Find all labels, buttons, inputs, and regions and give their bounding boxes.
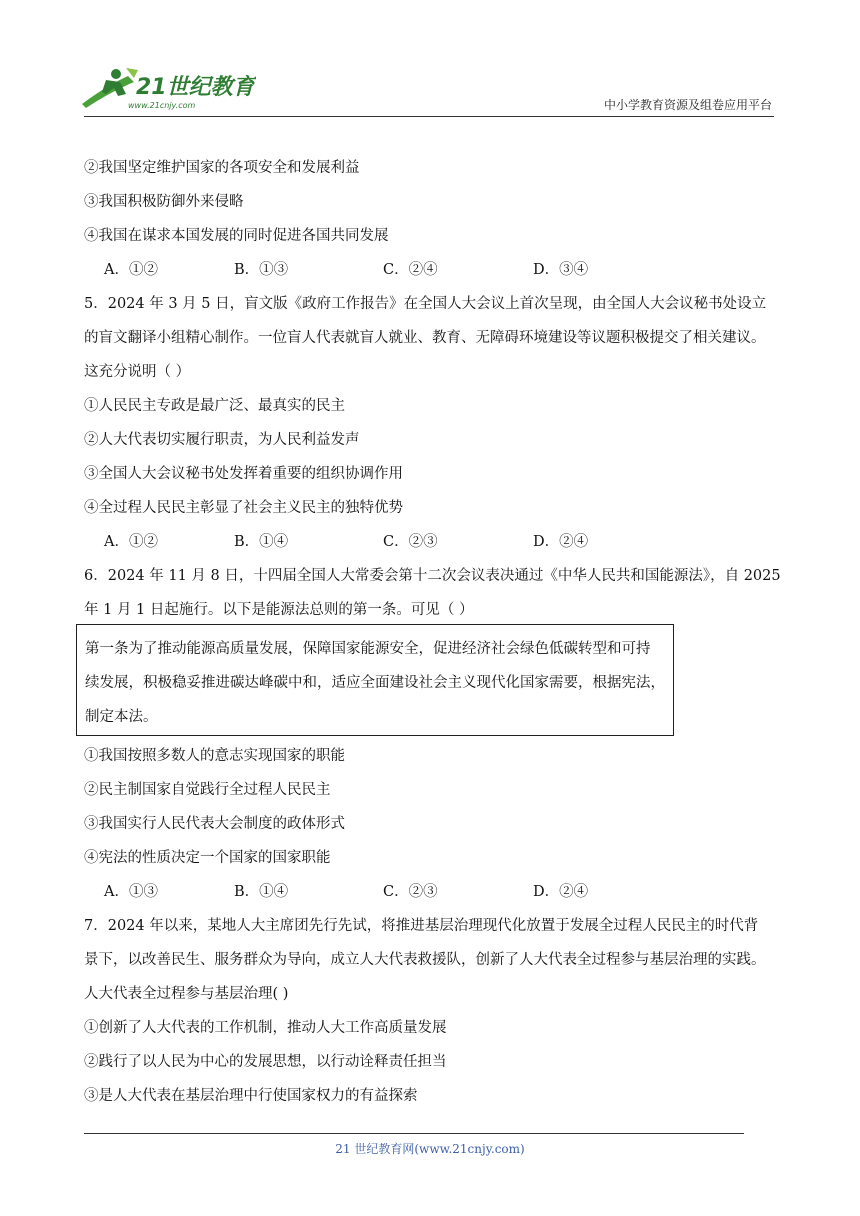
q7-stem-line-2: 景下，以改善民生、服务群众为导向，成立人大代表救援队，创新了人大代表全过程参与基层治理的实践。 [84,952,766,968]
q6-item-4: ④宪法的性质决定一个国家的国家职能 [84,850,331,866]
q6-option-d[interactable]: D．②④ [533,884,589,900]
q5-item-3: ③全国人大会议秘书处发挥着重要的组织协调作用 [84,466,403,482]
q6-box-line-2: 续发展，积极稳妥推进碳达峰碳中和，适应全面建设社会主义现代化国家需要，根据宪法， [85,675,665,691]
header-divider [84,116,774,117]
q4-option-a[interactable]: A．①② [104,262,158,278]
q5-option-d[interactable]: D．②④ [533,534,589,550]
q5-option-c[interactable]: C．②③ [383,534,438,550]
q6-item-2: ②民主制国家自觉践行全过程人民民主 [84,782,331,798]
q6-law-excerpt-box [76,624,674,736]
q6-item-1: ①我国按照多数人的意志实现国家的职能 [84,748,345,764]
q6-item-3: ③我国实行人民代表大会制度的政体形式 [84,816,345,832]
q6-option-c[interactable]: C．②③ [383,884,438,900]
q7-item-1: ①创新了人大代表的工作机制，推动人大工作高质量发展 [84,1020,447,1036]
header-platform-name: 中小学教育资源及组卷应用平台 [603,98,772,112]
q5-option-a[interactable]: A．①② [104,534,158,550]
footer-divider [84,1133,744,1134]
q5-item-1: ①人民民主专政是最广泛、最真实的民主 [84,398,345,414]
q4-option-b[interactable]: B．①③ [234,262,289,278]
q5-item-4: ④全过程人民民主彰显了社会主义民主的独特优势 [84,500,403,516]
q4-item-2: ②我国坚定维护国家的各项安全和发展利益 [84,160,360,176]
site-logo [76,64,256,112]
q5-stem-line-2: 的盲文翻译小组精心制作。一位盲人代表就盲人就业、教育、无障碍环境建设等议题积极提交了相关建议。 [84,330,766,346]
q7-item-2: ②践行了以人民为中心的发展思想，以行动诠释责任担当 [84,1054,447,1070]
q4-option-d[interactable]: D．③④ [533,262,589,278]
q5-item-2: ②人大代表切实履行职责，为人民利益发声 [84,432,360,448]
q6-option-b[interactable]: B．①④ [234,884,289,900]
q6-box-line-1: 第一条为了推动能源高质量发展，保障国家能源安全，促进经济社会绿色低碳转型和可持 [85,641,651,657]
q5-option-b[interactable]: B．①④ [234,534,289,550]
q5-stem-line-3: 这充分说明（ ） [84,364,191,380]
q6-stem-line-2: 年 1 月 1 日起施行。以下是能源法总则的第一条。可见（ ） [84,602,474,618]
q6-option-a[interactable]: A．①③ [104,884,158,900]
q7-item-3: ③是人大代表在基层治理中行使国家权力的有益探索 [84,1088,418,1104]
logo-text: 21世纪教育 [136,75,255,100]
q6-box-line-3: 制定本法。 [85,709,158,725]
q4-option-c[interactable]: C．②④ [383,262,438,278]
q7-stem-line-3: 人大代表全过程参与基层治理( ) [84,986,289,1002]
footer-link[interactable]: 21 世纪教育网(www.21cnjy.com) [335,1142,525,1156]
q5-stem-line-1: 5．2024 年 3 月 5 日，盲文版《政府工作报告》在全国人大会议上首次呈现，由全国人大会议秘书处设立 [84,296,767,312]
q6-stem-line-1: 6．2024 年 11 月 8 日，十四届全国人大常委会第十二次会议表决通过《中华人民共和国能源法》，自 2025 [84,568,781,584]
q4-item-4: ④我国在谋求本国发展的同时促进各国共同发展 [84,228,389,244]
logo-url: www.21cnjy.com [128,101,196,110]
q7-stem-line-1: 7．2024 年以来，某地人大主席团先行先试，将推进基层治理现代化放置于发展全过程人民民主的时代背 [84,918,759,934]
q4-item-3: ③我国积极防御外来侵略 [84,194,244,210]
